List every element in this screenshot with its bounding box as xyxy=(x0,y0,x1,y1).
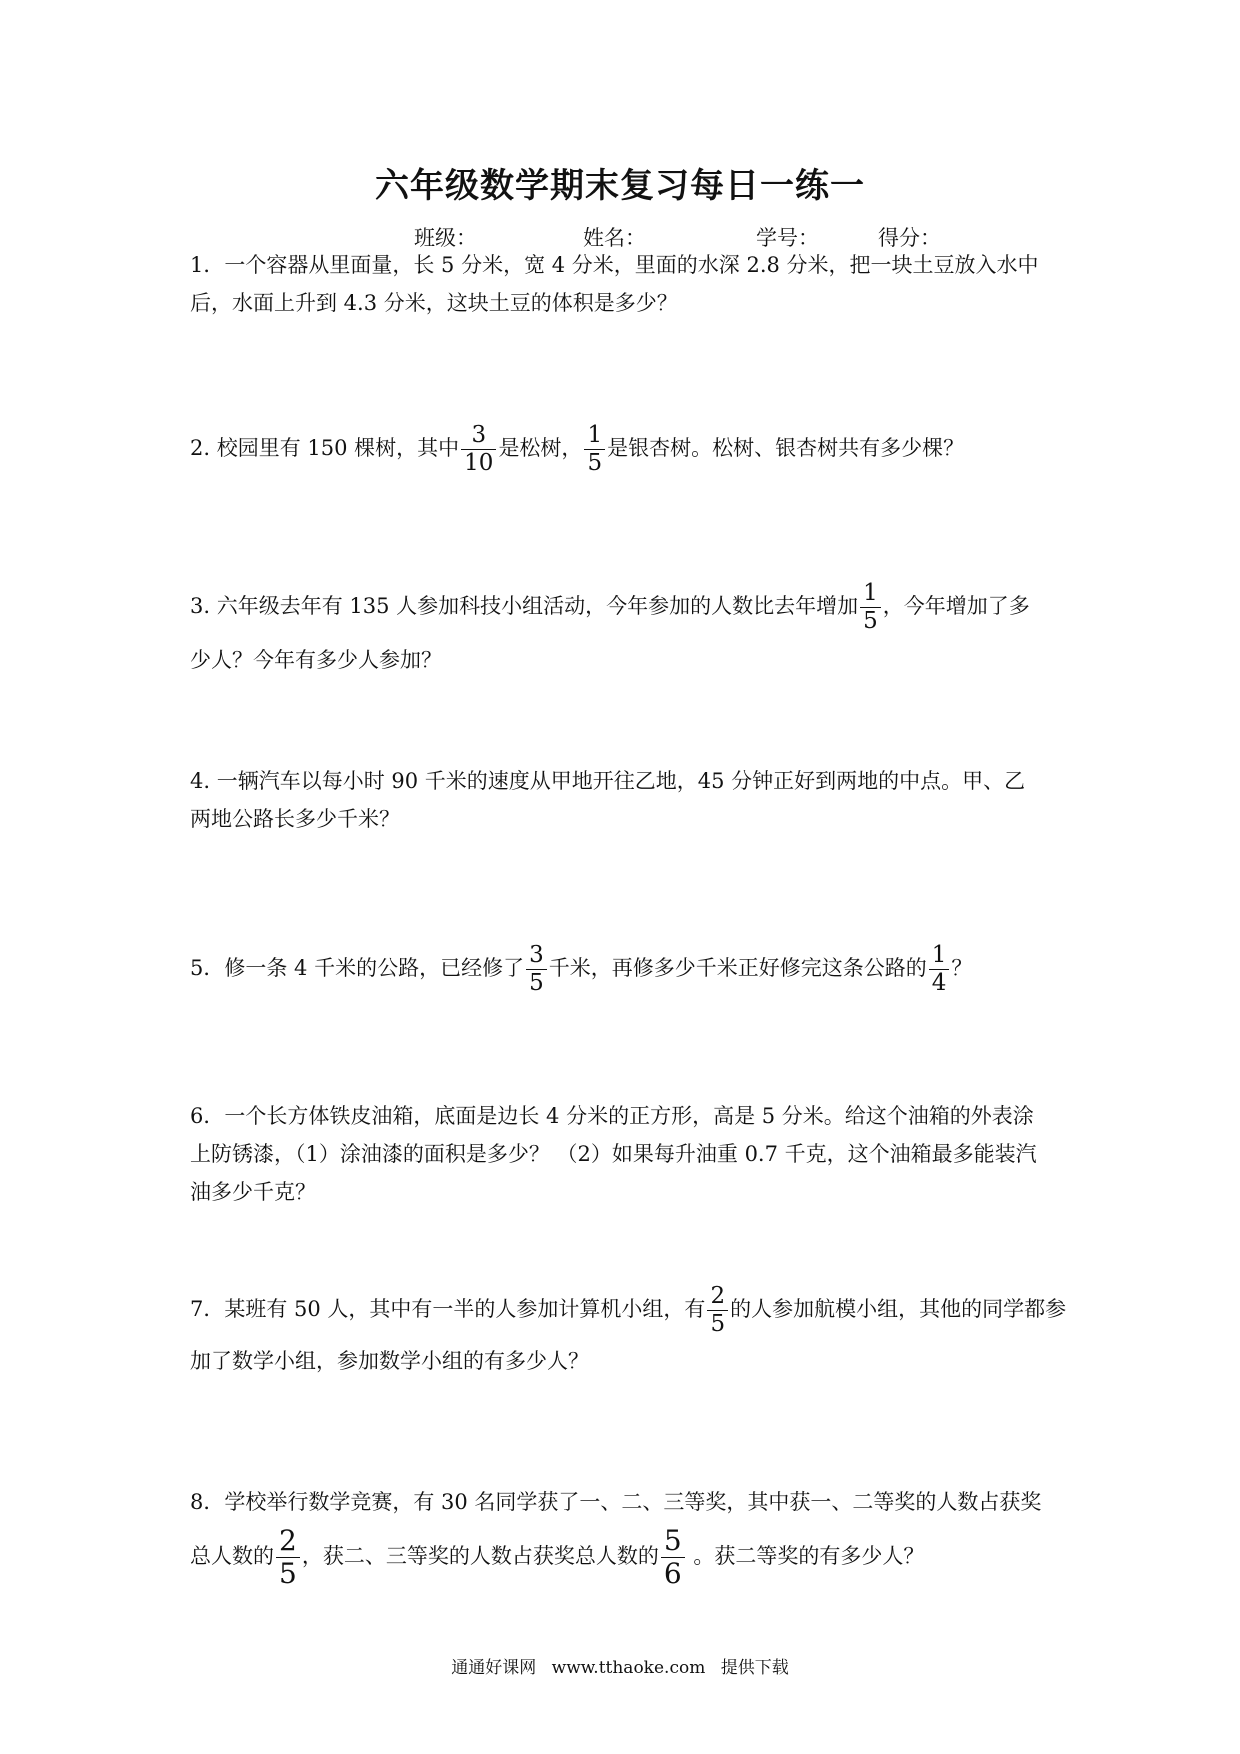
question-4 xyxy=(190,764,1070,836)
question-text: ，今年增加了多 xyxy=(882,594,1030,618)
question-text: 加了数学小组，参加数学小组的有多少人？ xyxy=(190,1349,589,1373)
question-line xyxy=(190,944,1070,995)
question-text: ？ xyxy=(951,956,973,980)
fraction-numerator: 2 xyxy=(710,1283,726,1309)
fraction-numerator: 1 xyxy=(587,422,603,448)
question-text: ，获二、三等奖的人数占获奖总人数的 xyxy=(301,1544,659,1568)
question-5 xyxy=(190,944,1070,995)
fraction xyxy=(276,1524,300,1590)
question-line xyxy=(190,1485,1070,1519)
question-3 xyxy=(190,582,1070,677)
fraction-numerator: 3 xyxy=(471,422,487,448)
fraction-numerator: 3 xyxy=(529,942,544,968)
student-number-label: 学号： xyxy=(756,226,819,250)
question-line xyxy=(190,802,1070,836)
fraction-denominator: 10 xyxy=(461,449,496,475)
question-text: 2. 校园里有 150 棵树，其中 xyxy=(190,436,460,460)
question-text: 。获二等奖的有多少人？ xyxy=(686,1544,925,1568)
question-line xyxy=(190,286,1070,320)
question-line xyxy=(190,643,1070,677)
fraction-numerator: 5 xyxy=(663,1524,682,1557)
question-line xyxy=(190,1524,1070,1590)
question-text: 的人参加航模小组，其他的同学都参 xyxy=(730,1297,1067,1321)
question-6 xyxy=(190,1099,1070,1209)
question-text: 少人？今年有多少人参加？ xyxy=(190,648,442,672)
question-line xyxy=(190,1344,1070,1378)
fraction xyxy=(584,424,605,475)
fraction xyxy=(707,1285,728,1336)
fraction xyxy=(860,582,881,633)
question-8 xyxy=(190,1485,1070,1588)
question-line xyxy=(190,424,1070,475)
page-title: 六年级数学期末复习每日一练一 xyxy=(375,166,865,206)
question-7 xyxy=(190,1285,1070,1378)
fraction xyxy=(461,424,496,475)
footer-brand: 通通好课网 xyxy=(451,1658,537,1678)
footer-site-link[interactable]: www.tthaoke.com xyxy=(551,1658,706,1678)
question-text: 后，水面上升到 4.3 分米，这块土豆的体积是多少？ xyxy=(190,291,678,315)
score-label: 得分： xyxy=(878,226,941,250)
question-text: 5．修一条 4 千米的公路，已经修了 xyxy=(190,956,525,980)
name-label: 姓名： xyxy=(583,226,646,250)
question-text: 两地公路长多少千米？ xyxy=(190,807,400,831)
fraction xyxy=(526,944,547,995)
question-text: 是松树， xyxy=(498,436,583,460)
footer-note: 提供下载 xyxy=(720,1658,789,1678)
fraction-numerator: 1 xyxy=(863,580,878,606)
question-line xyxy=(190,1285,1070,1336)
question-text: 8．学校举行数学竞赛，有 30 名同学获了一、二、三等奖，其中获一、二等奖的人数占获奖 xyxy=(190,1490,1042,1514)
fraction-denominator: 5 xyxy=(584,449,605,475)
question-text: 7．某班有 50 人，其中有一半的人参加计算机小组，有 xyxy=(190,1297,706,1321)
question-line xyxy=(190,248,1070,282)
question-line xyxy=(190,1099,1070,1133)
question-1 xyxy=(190,248,1070,320)
page-footer xyxy=(0,1653,1240,1678)
question-text: 1．一个容器从里面量，长 5 分米，宽 4 分米，里面的水深 2.8 分米，把一块土豆放入水中 xyxy=(190,253,1039,277)
fraction xyxy=(929,944,950,995)
fraction-denominator: 4 xyxy=(929,969,950,995)
question-text: 是银杏树。松树、银杏树共有多少棵？ xyxy=(607,436,965,460)
question-text: 总人数的 xyxy=(190,1544,274,1568)
question-text: 上防锈漆，（1）涂油漆的面积是多少？ （2）如果每升油重 0.7 千克，这个油箱最多能装汽 xyxy=(190,1142,1037,1166)
question-line xyxy=(190,1175,1070,1209)
fraction-denominator: 6 xyxy=(661,1557,685,1588)
question-line xyxy=(190,582,1070,633)
question-line xyxy=(190,764,1070,798)
fraction-denominator: 5 xyxy=(276,1557,300,1588)
fraction-denominator: 5 xyxy=(526,969,547,995)
question-2 xyxy=(190,424,1070,475)
question-text: 油多少千克？ xyxy=(190,1180,316,1204)
question-text: 6．一个长方体铁皮油箱，底面是边长 4 分米的正方形，高是 5 分米。给这个油箱的外表涂 xyxy=(190,1104,1034,1128)
class-label: 班级： xyxy=(414,226,477,250)
question-text: 3. 六年级去年有 135 人参加科技小组活动，今年参加的人数比去年增加 xyxy=(190,594,859,618)
fraction-numerator: 2 xyxy=(279,1524,297,1557)
fraction-numerator: 1 xyxy=(931,942,947,968)
question-text: 4. 一辆汽车以每小时 90 千米的速度从甲地开往乙地，45 分钟正好到两地的中点。甲、乙 xyxy=(190,769,1026,793)
question-line xyxy=(190,1137,1070,1171)
fraction-denominator: 5 xyxy=(860,607,881,633)
fraction-denominator: 5 xyxy=(707,1310,728,1336)
question-text: 千米，再修多少千米正好修完这条公路的 xyxy=(548,956,927,980)
fraction xyxy=(661,1524,685,1590)
